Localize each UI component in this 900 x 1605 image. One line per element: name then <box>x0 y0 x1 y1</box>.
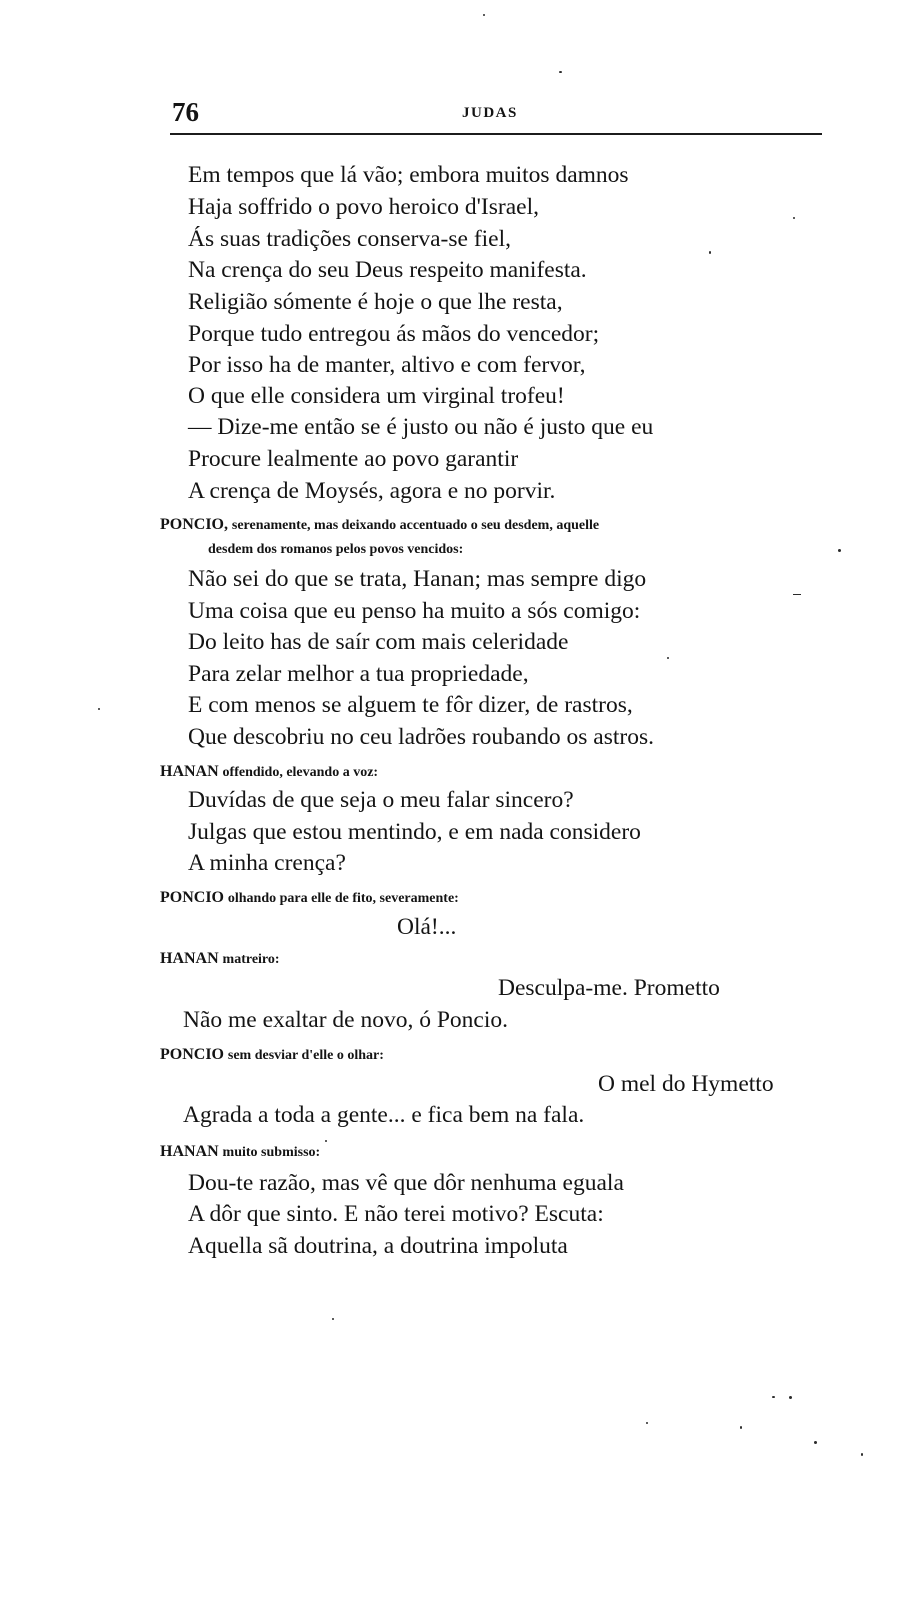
verse-line: — Dize-me então se é justo ou não é justo que eu <box>188 414 654 440</box>
stage-direction <box>160 888 459 909</box>
speaker-name: PONCIO <box>160 1046 224 1063</box>
verse-line: O mel do Hymetto <box>598 1071 774 1097</box>
verse-line: Uma coisa que eu penso ha muito a sós comigo: <box>188 598 641 624</box>
speaker-name: HANAN <box>160 763 219 780</box>
scan-speck <box>793 217 795 219</box>
scan-speck <box>646 1422 648 1424</box>
scan-speck <box>667 657 669 659</box>
speaker-name: PONCIO, <box>160 516 228 533</box>
stage-direction <box>160 1142 320 1163</box>
verse-line: A dôr que sinto. E não terei motivo? Escuta: <box>188 1201 604 1227</box>
stage-direction <box>160 515 599 536</box>
stage-direction-text: matreiro: <box>222 952 280 967</box>
stage-direction-text: offendido, elevando a voz: <box>222 765 379 780</box>
verse-line: Procure lealmente ao povo garantir <box>188 446 519 472</box>
stage-direction-text: olhando para elle de fito, severamente: <box>227 891 459 906</box>
scan-speck <box>861 1453 863 1456</box>
verse-line: Para zelar melhor a tua propriedade, <box>188 661 529 687</box>
verse-line: E com menos se alguem te fôr dizer, de rastros, <box>188 692 633 718</box>
stage-direction <box>160 762 378 783</box>
verse-line: Não sei do que se trata, Hanan; mas sempre digo <box>188 566 647 592</box>
scan-speck <box>793 594 801 595</box>
verse-line: Olá!... <box>397 914 457 940</box>
stage-direction <box>160 949 280 970</box>
verse-line: Que descobriu no ceu ladrões roubando os astros. <box>188 724 654 750</box>
stage-direction-text: serenamente, mas deixando accentuado o seu desdem, aquelle <box>231 518 600 533</box>
verse-line: Por isso ha de manter, altivo e com fervor, <box>188 352 586 378</box>
verse-line: Em tempos que lá vão; embora muitos damnos <box>188 162 629 188</box>
verse-line: Do leito has de saír com mais celeridade <box>188 629 569 655</box>
scan-speck <box>559 71 562 73</box>
verse-line: Ás suas tradições conserva-se fiel, <box>188 226 512 252</box>
scan-speck <box>772 1396 775 1398</box>
verse-line: Julgas que estou mentindo, e em nada considero <box>188 819 641 845</box>
verse-line: A minha crença? <box>188 850 346 876</box>
verse-line: Desculpa-me. Prometto <box>498 975 720 1001</box>
verse-line: Duvídas de que seja o meu falar sincero? <box>188 787 574 813</box>
verse-line: A crença de Moysés, agora e no porvir. <box>188 478 556 504</box>
header-rule <box>170 133 822 135</box>
verse-line: Aquella sã doutrina, a doutrina impoluta <box>188 1233 568 1259</box>
verse-line: Religião sómente é hoje o que lhe resta, <box>188 289 563 315</box>
stage-direction-text: sem desviar d'elle o olhar: <box>227 1048 384 1063</box>
scan-speck <box>709 251 711 254</box>
speaker-name: HANAN <box>160 950 219 967</box>
verse-line: O que elle considera um virginal trofeu! <box>188 383 565 409</box>
verse-line: Na crença do seu Deus respeito manifesta. <box>188 257 587 283</box>
scan-speck <box>838 549 841 552</box>
verse-line: Haja soffrido o povo heroico d'Israel, <box>188 194 539 220</box>
stage-direction <box>160 1045 384 1066</box>
verse-line: Porque tudo entregou ás mãos do vencedor; <box>188 321 600 347</box>
scan-speck <box>789 1396 792 1399</box>
scan-speck <box>483 14 485 16</box>
scan-speck <box>98 708 100 710</box>
verse-line: Não me exaltar de novo, ó Poncio. <box>183 1007 508 1033</box>
scan-speck <box>332 1318 334 1320</box>
page-number: 76 <box>172 97 199 127</box>
scan-speck <box>325 1140 327 1142</box>
stage-direction-continuation: desdem dos romanos pelos povos vencidos: <box>208 542 464 557</box>
speaker-name: PONCIO <box>160 889 224 906</box>
running-title: JUDAS <box>462 105 518 121</box>
verse-line: Agrada a toda a gente... e fica bem na fala. <box>183 1102 585 1128</box>
scan-speck <box>740 1426 742 1429</box>
stage-direction-text: muito submisso: <box>222 1145 321 1160</box>
page-header <box>172 97 822 137</box>
verse-line: Dou-te razão, mas vê que dôr nenhuma eguala <box>188 1170 624 1196</box>
speaker-name: HANAN <box>160 1143 219 1160</box>
scan-speck <box>814 1441 817 1444</box>
